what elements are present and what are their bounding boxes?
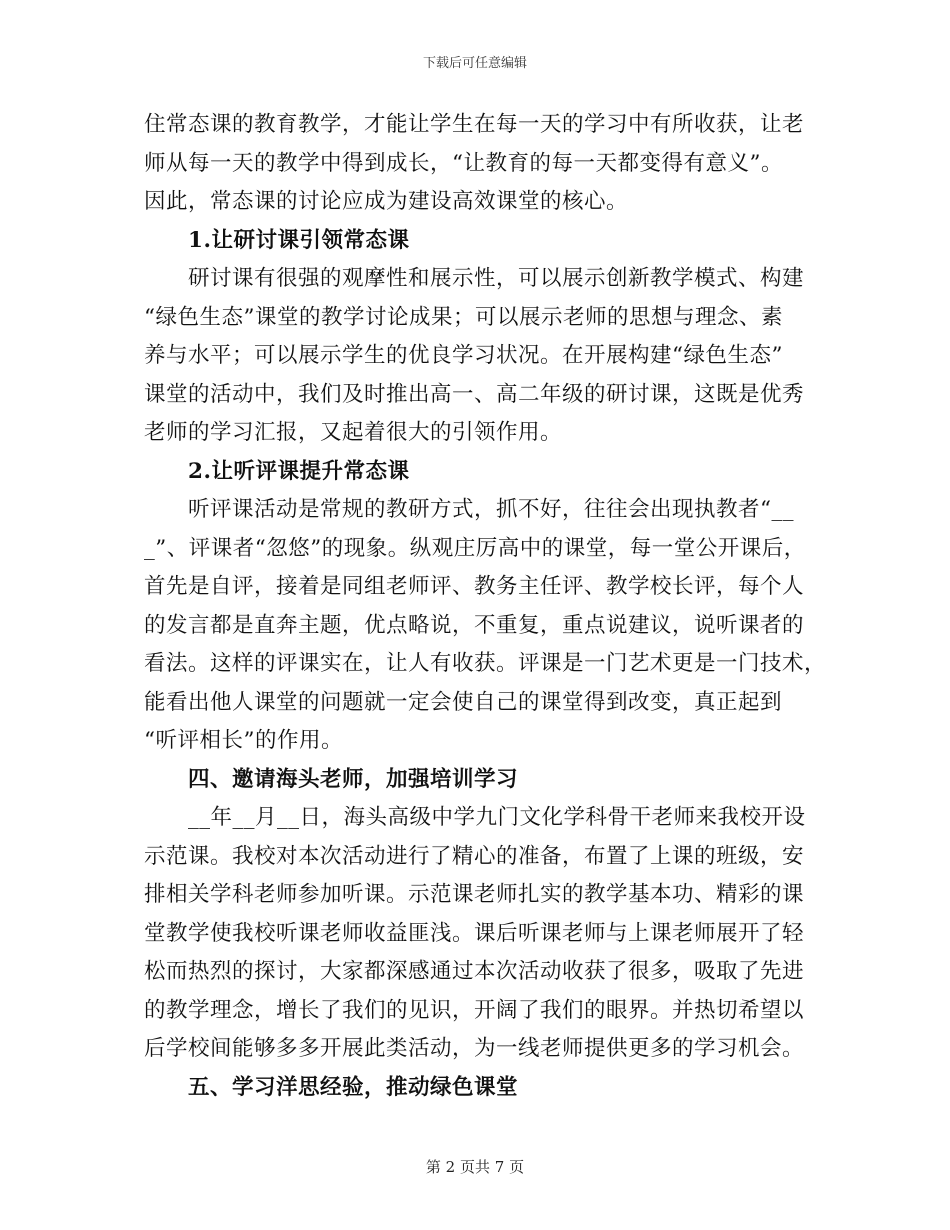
paragraph-line: 看法。这样的评课实在，让人有收获。评课是一门艺术更是一门技术，	[144, 651, 827, 676]
paragraph-line: 的教学理念，增长了我们的见识，开阔了我们的眼界。并热切希望以	[144, 997, 805, 1023]
document-body	[144, 106, 827, 1107]
paragraph-line: __年__月__日，海头高级中学九门文化学科骨干老师来我校开设	[188, 805, 806, 830]
paragraph-line: 听评课活动是常规的教研方式，抓不好，往往会出现执教者“__	[188, 497, 794, 522]
paragraph-line: 排相关学科老师参加听课。示范课老师扎实的教学基本功、精彩的课	[144, 882, 805, 907]
paragraph-line: “绿色生态”课堂的教学讨论成果；可以展示老师的思想与理念、素	[144, 304, 783, 330]
page-footer: 第 2 页共 7 页	[425, 1158, 525, 1176]
paragraph-line: 能看出他人课堂的问题就一定会使自己的课堂得到改变，真正起到	[144, 689, 783, 715]
page-header: 下载后可任意编辑	[422, 56, 527, 71]
section-heading: 1.让研讨课引领常态课	[188, 227, 410, 253]
paragraph-line: 松而热烈的探讨，大家都深感通过本次活动收获了很多，吸取了先进	[144, 959, 805, 984]
section-heading: 2.让听评课提升常态课	[188, 458, 410, 484]
paragraph-line: _”、评课者“忽悠”的现象。纵观庄厉高中的课堂，每一堂公开课后，	[144, 535, 806, 561]
paragraph-line: 养与水平；可以展示学生的优良学习状况。在开展构建“绿色生态”	[144, 343, 783, 368]
paragraph-line: 因此，常态课的讨论应成为建设高效课堂的核心。	[144, 189, 629, 214]
paragraph-line: 老师的学习汇报，又起着很大的引领作用。	[144, 420, 563, 445]
paragraph-line: 研讨课有很强的观摩性和展示性，可以展示创新教学模式、构建	[188, 266, 805, 291]
paragraph-line: 住常态课的教育教学，才能让学生在每一天的学习中有所收获，让老	[144, 112, 805, 137]
paragraph-line: 的发言都是直奔主题，优点略说，不重复，重点说建议，说听课者的	[144, 612, 805, 638]
paragraph-line: 示范课。我校对本次活动进行了精心的准备，布置了上课的班级，安	[144, 843, 805, 869]
paragraph-line: 后学校间能够多多开展此类活动，为一线老师提供更多的学习机会。	[144, 1036, 805, 1061]
paragraph-line: 堂教学使我校听课老师收益匪浅。课后听课老师与上课老师展开了轻	[144, 920, 805, 946]
paragraph-line: 课堂的活动中，我们及时推出高一、高二年级的研讨课，这既是优秀	[144, 381, 805, 407]
paragraph-line: 师从每一天的教学中得到成长，“让教育的每一天都变得有意义”。	[144, 150, 783, 176]
section-heading: 五、学习洋思经验，推动绿色课堂	[188, 1074, 519, 1100]
paragraph-line: “听评相长”的作用。	[144, 728, 343, 753]
section-heading: 四、邀请海头老师，加强培训学习	[188, 766, 519, 792]
paragraph-line: 首先是自评，接着是同组老师评、教务主任评、教学校长评，每个人	[144, 574, 805, 599]
